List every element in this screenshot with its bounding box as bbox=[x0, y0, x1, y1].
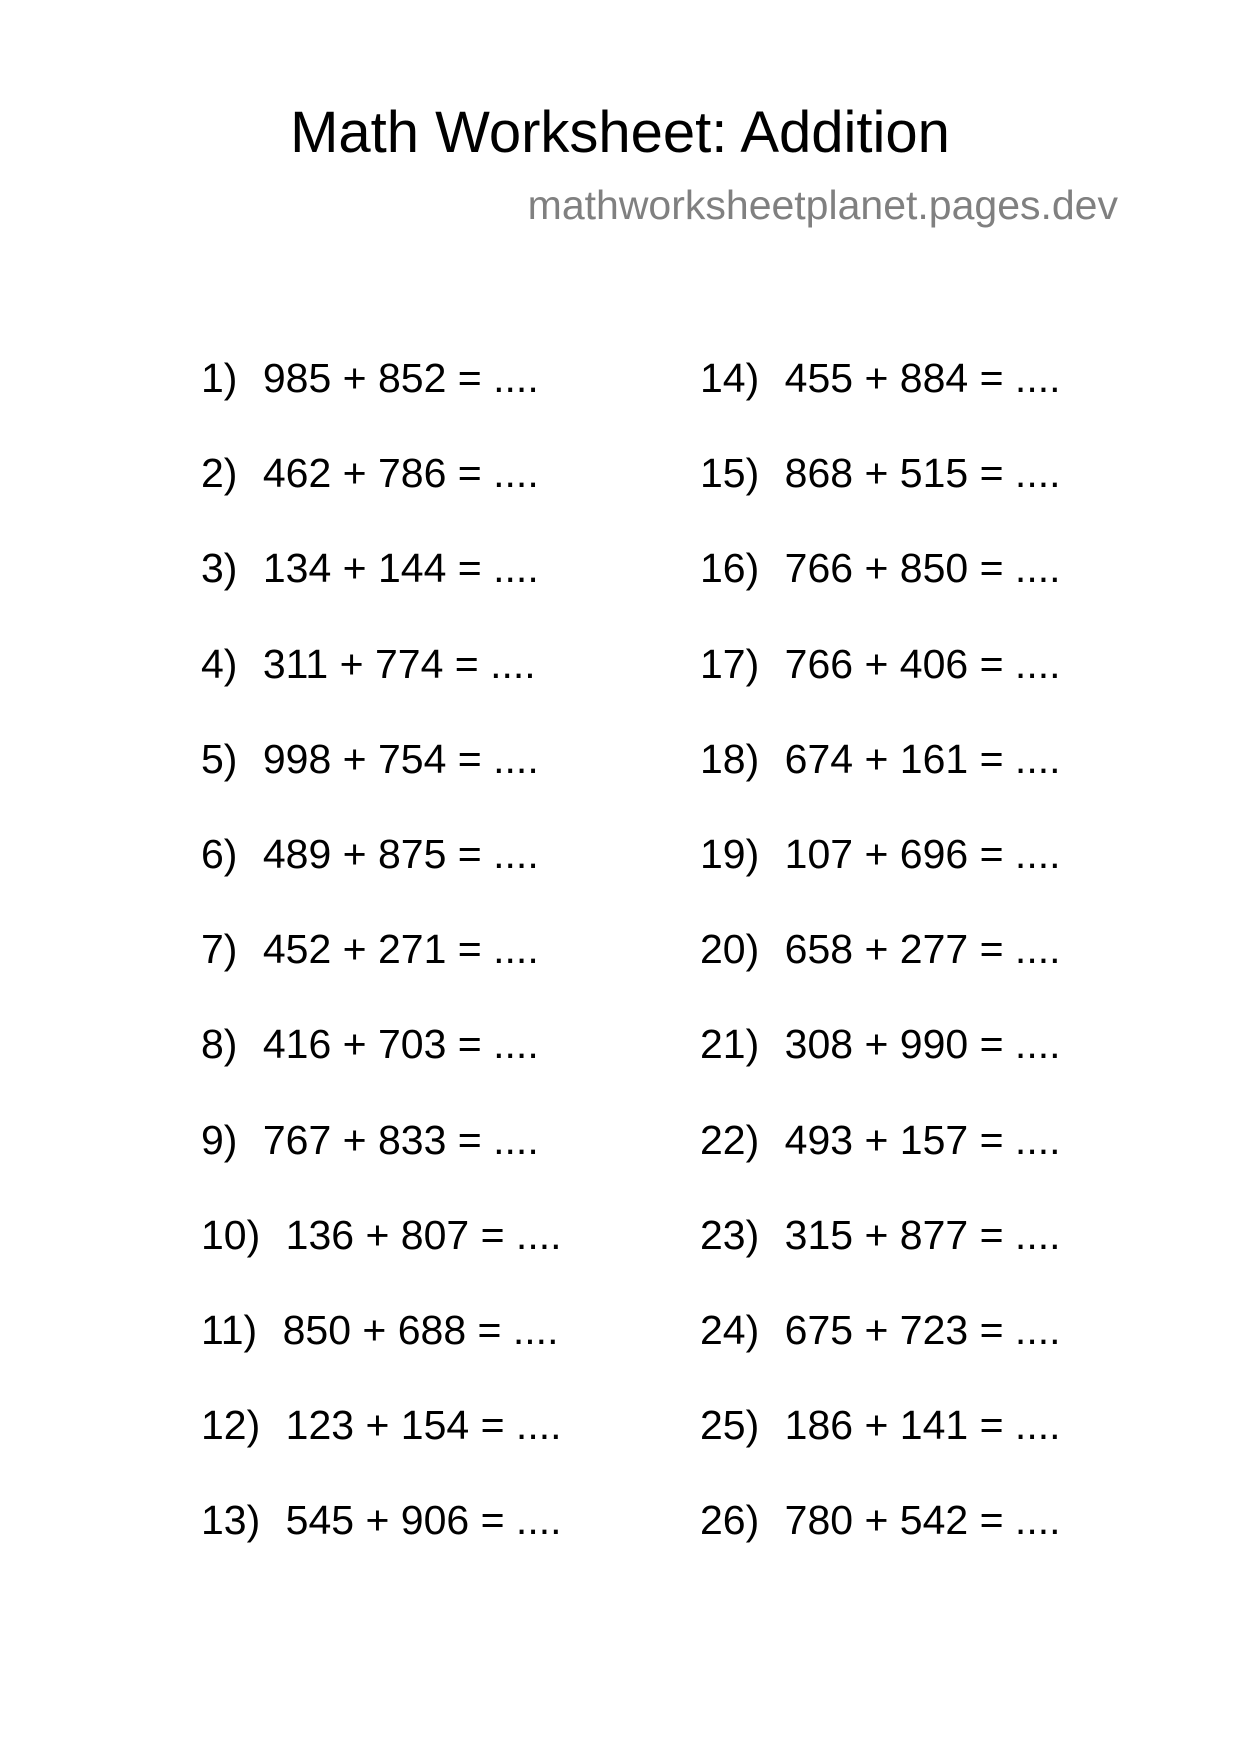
problem-column-left bbox=[201, 348, 621, 1585]
problem-expression: 780 + 542 = .... bbox=[784, 1497, 1061, 1544]
problem-23 bbox=[700, 1205, 1120, 1300]
problem-number: 21) bbox=[700, 1021, 760, 1068]
problem-3 bbox=[201, 538, 621, 633]
problem-expression: 658 + 277 = .... bbox=[784, 926, 1061, 973]
problem-expression: 311 + 774 = .... bbox=[262, 640, 536, 687]
problem-number: 25) bbox=[700, 1402, 760, 1449]
problem-15 bbox=[700, 443, 1120, 538]
problem-16 bbox=[700, 538, 1120, 633]
problem-9 bbox=[201, 1110, 621, 1205]
problem-expression: 452 + 271 = .... bbox=[262, 926, 539, 973]
problem-expression: 675 + 723 = .... bbox=[784, 1306, 1061, 1353]
page-title: Math Worksheet: Addition bbox=[290, 100, 950, 165]
problem-expression: 674 + 161 = .... bbox=[784, 735, 1061, 782]
problem-8 bbox=[201, 1014, 621, 1109]
problem-number: 11) bbox=[201, 1306, 258, 1353]
problem-number: 17) bbox=[700, 640, 760, 687]
website-url: mathworksheetplanet.pages.dev bbox=[527, 182, 1118, 228]
problem-12 bbox=[201, 1395, 621, 1490]
problem-number: 15) bbox=[700, 450, 760, 497]
problem-expression: 134 + 144 = .... bbox=[262, 545, 539, 592]
problem-4 bbox=[201, 634, 621, 729]
problem-expression: 493 + 157 = .... bbox=[784, 1116, 1061, 1163]
problem-expression: 767 + 833 = .... bbox=[262, 1116, 539, 1163]
problem-number: 22) bbox=[700, 1116, 760, 1163]
problem-expression: 416 + 703 = .... bbox=[262, 1021, 539, 1068]
problem-column-right bbox=[700, 348, 1120, 1585]
problem-expression: 868 + 515 = .... bbox=[784, 450, 1061, 497]
problem-expression: 462 + 786 = .... bbox=[262, 450, 539, 497]
problem-21 bbox=[700, 1014, 1120, 1109]
problem-expression: 123 + 154 = .... bbox=[285, 1402, 562, 1449]
problem-7 bbox=[201, 919, 621, 1014]
problem-25 bbox=[700, 1395, 1120, 1490]
problem-number: 19) bbox=[700, 830, 760, 877]
problem-expression: 766 + 406 = .... bbox=[784, 640, 1061, 687]
problem-expression: 186 + 141 = .... bbox=[784, 1402, 1061, 1449]
problem-13 bbox=[201, 1490, 621, 1585]
problem-5 bbox=[201, 729, 621, 824]
problem-number: 23) bbox=[700, 1211, 760, 1258]
problem-expression: 998 + 754 = .... bbox=[262, 735, 539, 782]
problem-20 bbox=[700, 919, 1120, 1014]
problem-18 bbox=[700, 729, 1120, 824]
problem-expression: 308 + 990 = .... bbox=[784, 1021, 1061, 1068]
problem-24 bbox=[700, 1300, 1120, 1395]
problem-19 bbox=[700, 824, 1120, 919]
problem-number: 7) bbox=[201, 926, 238, 973]
problem-number: 8) bbox=[201, 1021, 238, 1068]
problem-expression: 489 + 875 = .... bbox=[262, 830, 539, 877]
problem-number: 20) bbox=[700, 926, 760, 973]
problem-expression: 107 + 696 = .... bbox=[784, 830, 1061, 877]
problem-expression: 315 + 877 = .... bbox=[784, 1211, 1061, 1258]
problem-10 bbox=[201, 1205, 621, 1300]
problem-number: 26) bbox=[700, 1497, 760, 1544]
problem-expression: 766 + 850 = .... bbox=[784, 545, 1061, 592]
problem-2 bbox=[201, 443, 621, 538]
problem-number: 10) bbox=[201, 1211, 261, 1258]
problem-number: 18) bbox=[700, 735, 760, 782]
problem-17 bbox=[700, 634, 1120, 729]
problem-expression: 136 + 807 = .... bbox=[285, 1211, 562, 1258]
problem-26 bbox=[700, 1490, 1120, 1585]
problem-number: 16) bbox=[700, 545, 760, 592]
problem-6 bbox=[201, 824, 621, 919]
problem-14 bbox=[700, 348, 1120, 443]
problem-number: 2) bbox=[201, 450, 238, 497]
problem-number: 1) bbox=[201, 355, 238, 401]
problem-number: 5) bbox=[201, 735, 238, 782]
problem-number: 6) bbox=[201, 830, 238, 877]
problem-number: 4) bbox=[201, 640, 238, 687]
problem-expression: 850 + 688 = .... bbox=[282, 1306, 559, 1353]
problem-expression: 455 + 884 = .... bbox=[784, 355, 1061, 401]
problem-number: 12) bbox=[201, 1402, 261, 1449]
problem-11 bbox=[201, 1300, 621, 1395]
problem-1 bbox=[201, 348, 621, 443]
problem-number: 14) bbox=[700, 355, 760, 401]
problem-number: 24) bbox=[700, 1306, 760, 1353]
problem-22 bbox=[700, 1110, 1120, 1205]
problem-expression: 545 + 906 = .... bbox=[285, 1497, 562, 1544]
problem-expression: 985 + 852 = .... bbox=[262, 355, 539, 401]
problem-number: 3) bbox=[201, 545, 238, 592]
problem-number: 13) bbox=[201, 1497, 261, 1544]
problem-number: 9) bbox=[201, 1116, 238, 1163]
